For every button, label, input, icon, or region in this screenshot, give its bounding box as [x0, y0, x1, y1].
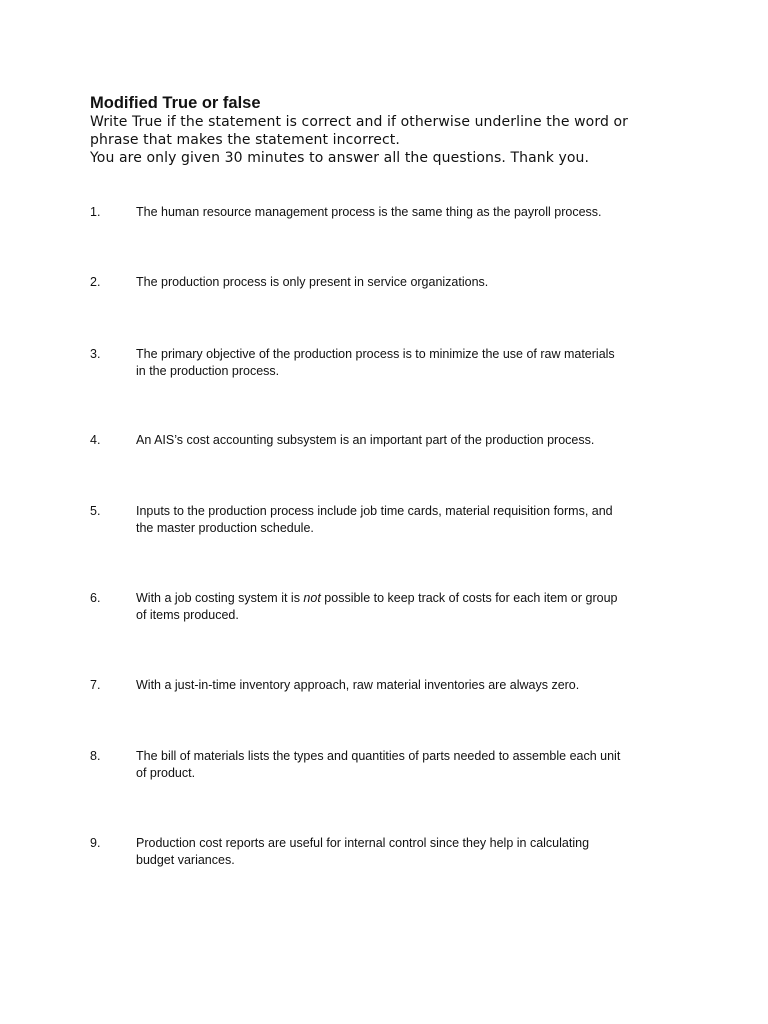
question-text-after: possible to keep track of costs for each item or group	[320, 591, 618, 605]
question-text	[136, 503, 681, 537]
question-number: 6.	[90, 591, 101, 605]
question-text: An AIS’s cost accounting subsystem is an important part of the production process.	[136, 433, 595, 447]
instructions-line: You are only given 30 minutes to answer all the questions. Thank you.	[90, 150, 590, 166]
question-text-line: in the production process.	[136, 364, 280, 378]
document-title: Modified True or false	[90, 94, 261, 112]
question-text	[136, 748, 681, 782]
question-number: 3.	[90, 347, 101, 361]
instructions	[90, 113, 690, 167]
question-text	[136, 835, 681, 869]
question-text: The production process is only present in service organizations.	[136, 275, 489, 289]
question-text	[136, 590, 681, 624]
question-number: 2.	[90, 275, 101, 289]
question-number: 8.	[90, 749, 101, 763]
question-text-before: With a job costing system it is	[136, 591, 304, 605]
question-number: 5.	[90, 504, 101, 518]
question-text-line: budget variances.	[136, 853, 235, 867]
question-text-line: of product.	[136, 766, 196, 780]
question-text-line: The bill of materials lists the types and quantities of parts needed to assemble each unit	[136, 749, 621, 763]
question-number: 1.	[90, 205, 101, 219]
question-text-line	[136, 591, 618, 605]
question-text-line: of items produced.	[136, 608, 239, 622]
question-text	[136, 346, 681, 380]
question-text-line: The primary objective of the production process is to minimize the use of raw materials	[136, 347, 615, 361]
question-text-line: the master production schedule.	[136, 521, 314, 535]
question-number: 9.	[90, 836, 101, 850]
instructions-line: phrase that makes the statement incorrect.	[90, 132, 400, 148]
question-text: With a just-in-time inventory approach, raw material inventories are always zero.	[136, 678, 580, 692]
question-text-line: Production cost reports are useful for internal control since they help in calculating	[136, 836, 590, 850]
question-text-line: Inputs to the production process include job time cards, material requisition forms, and	[136, 504, 613, 518]
question-number: 7.	[90, 678, 101, 692]
question-text: The human resource management process is the same thing as the payroll process.	[136, 205, 602, 219]
instructions-line: Write True if the statement is correct and if otherwise underline the word or	[90, 114, 629, 130]
emphasis-word: not	[303, 591, 321, 605]
question-number: 4.	[90, 433, 101, 447]
